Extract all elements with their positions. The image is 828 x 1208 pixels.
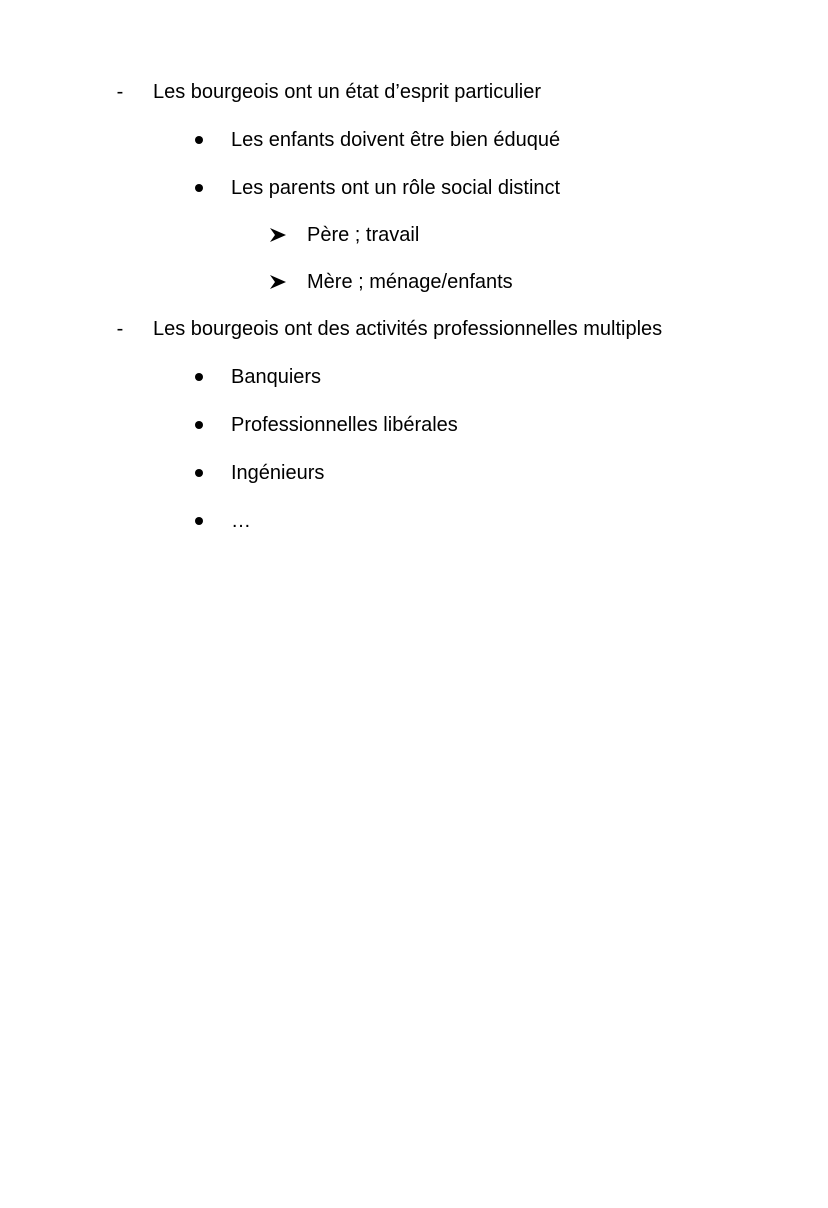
list-item: [0, 410, 828, 440]
bullet-dot-icon: [195, 469, 203, 477]
list-item-text: …: [231, 509, 251, 532]
bullet-dot-icon: [195, 421, 203, 429]
section-heading-text: Les bourgeois ont un état d’esprit particulier: [153, 80, 542, 103]
list-item-text: Les enfants doivent être bien éduqué: [231, 128, 561, 151]
arrow-bullet-icon: [269, 227, 287, 243]
dash-bullet: -: [116, 80, 124, 103]
bullet-dot-icon: [195, 373, 203, 381]
sub-list-item-text: Mère ; ménage/enfants: [307, 270, 513, 293]
section-heading: [0, 77, 828, 107]
section-heading: [0, 314, 828, 344]
list-item: [0, 125, 828, 155]
sub-list-item: [0, 220, 828, 250]
bullet-dot-icon: [195, 184, 203, 192]
list-item-text: Professionnelles libérales: [231, 413, 458, 436]
list-item: [0, 362, 828, 392]
bullet-dot-icon: [195, 136, 203, 144]
arrow-bullet-icon: [269, 274, 287, 290]
list-item-text: Banquiers: [231, 365, 322, 388]
list-item: [0, 173, 828, 203]
list-item-text: Les parents ont un rôle social distinct: [231, 176, 561, 199]
sub-list-item: [0, 267, 828, 297]
sub-list-item-text: Père ; travail: [307, 223, 420, 246]
list-item: [0, 506, 828, 536]
list-item-text: Ingénieurs: [231, 461, 325, 484]
dash-bullet: -: [116, 317, 124, 340]
list-item: [0, 458, 828, 488]
bullet-dot-icon: [195, 517, 203, 525]
section-heading-text: Les bourgeois ont des activités professionnelles multiples: [153, 317, 663, 340]
